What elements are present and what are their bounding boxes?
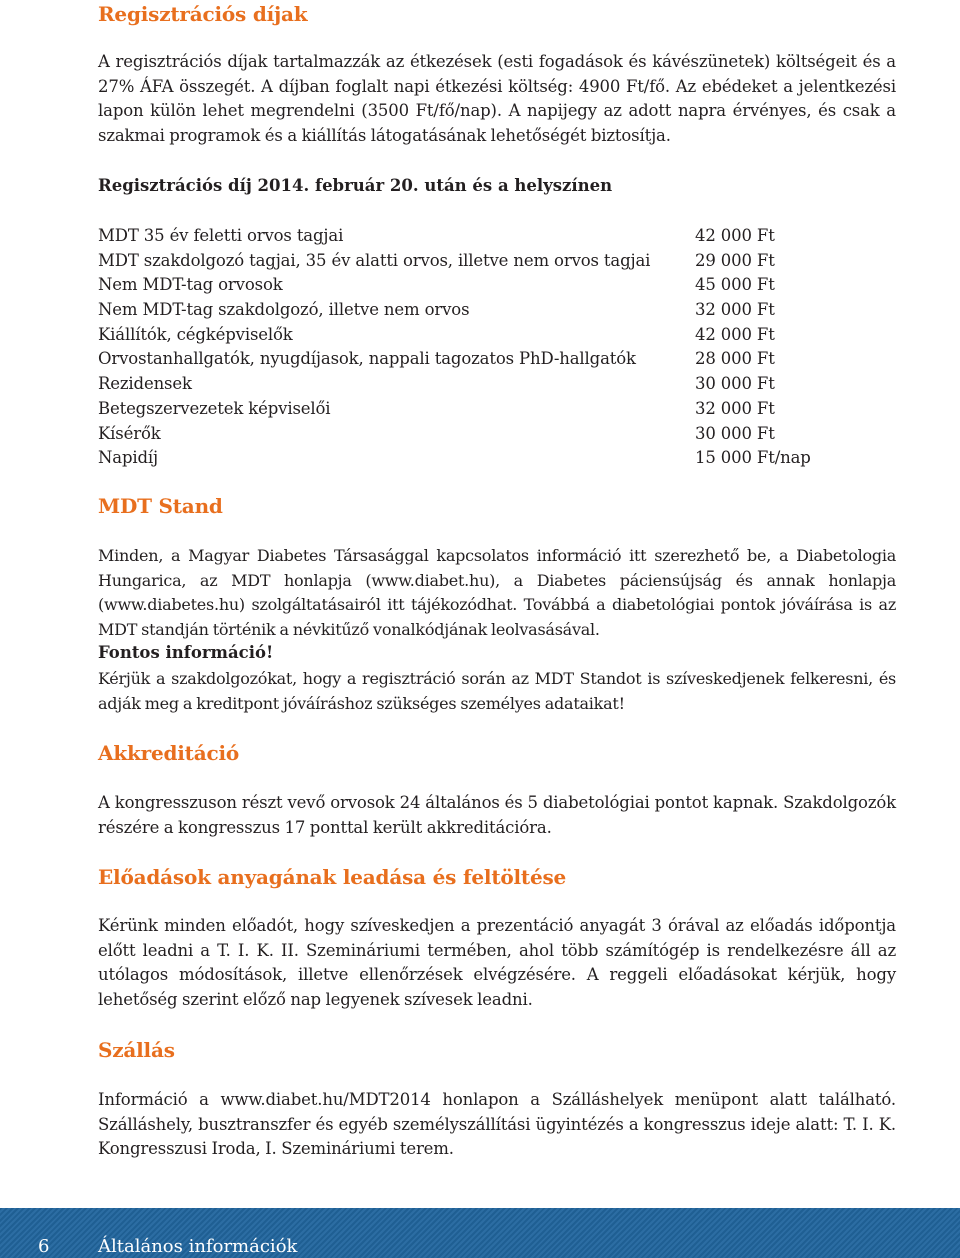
fee-amount: 28 000 Ft bbox=[695, 349, 775, 369]
accreditation-text: A kongresszuson részt vevő orvosok 24 általános és 5 diabetológiai pontot kapnak. Szakdolgozók részére a kongresszus 17 ponttal került akkreditációra. bbox=[98, 793, 896, 837]
fee-row bbox=[98, 422, 896, 447]
fee-label: Kísérők bbox=[98, 423, 161, 443]
footer-section-title: Általános információk bbox=[98, 1236, 298, 1257]
fee-row bbox=[98, 249, 896, 274]
fee-row bbox=[98, 323, 896, 348]
fee-row bbox=[98, 397, 896, 422]
registration-fees-heading: Regisztrációs díjak bbox=[98, 2, 308, 26]
fee-subheading: Regisztrációs díj 2014. február 20. után és a helyszínen bbox=[98, 176, 613, 195]
fee-row bbox=[98, 224, 896, 249]
presentations-text: Kérünk minden előadót, hogy szíveskedjen a prezentáció anyagát 3 órával az előadás időpontja előtt leadni a T. I. K. II. Szemináriumi termében, ahol több számítógép is rendelkezésre áll az utólagos módosítások, illetve ellenőrzések elvégzésére. A reggeli előadásokat kérjük, hogy lehetőség szerint előző nap legyenek szívesek leadni. bbox=[98, 916, 896, 1009]
mdt-stand-text: Minden, a Magyar Diabetes Társasággal kapcsolatos információ itt szerezhető be, a Diabetologia Hungarica, az MDT honlapja (www.diabet.hu), a Diabetes páciensújság és annak honlapja (www.diabetes.hu) szolgáltatásairól itt tájékozódhat. Továbbá a diabetológiai pontok jóváírása is az MDT standján történik a névkitűző vonalkódjának leolvasásával. bbox=[98, 546, 896, 639]
fee-row bbox=[98, 372, 896, 397]
fee-label: Betegszervezetek képviselői bbox=[98, 398, 331, 418]
important-info-text: Kérjük a szakdolgozókat, hogy a regisztráció során az MDT Standot is szíveskedjenek felkeresni, és adják meg a kreditpont jóváíráshoz szükséges személyes adataikat! bbox=[98, 669, 896, 713]
fee-amount: 45 000 Ft bbox=[695, 275, 775, 295]
mdt-stand-heading: MDT Stand bbox=[98, 494, 223, 518]
fee-label: Orvostanhallgatók, nyugdíjasok, nappali tagozatos PhD-hallgatók bbox=[98, 349, 636, 369]
fee-amount: 29 000 Ft bbox=[695, 250, 775, 270]
fee-row bbox=[98, 347, 896, 372]
fee-amount: 15 000 Ft/nap bbox=[695, 448, 811, 468]
fee-row bbox=[98, 298, 896, 323]
registration-fees-intro: A regisztrációs díjak tartalmazzák az étkezések (esti fogadások és kávészünetek) költségeit és a 27% ÁFA összegét. A díjban foglalt napi étkezési költség: 4900 Ft/fő. Az ebédeket a jelentkezési lapon külön lehet megrendelni (3500 Ft/fő/nap). A napijegy az adott napra érvényes, és csak a szakmai programok és a kiállítás látogatásának lehetőségét biztosítja. bbox=[98, 52, 896, 145]
accommodation-heading: Szállás bbox=[98, 1038, 175, 1062]
fee-label: Kiállítók, cégképviselők bbox=[98, 324, 293, 344]
fee-amount: 42 000 Ft bbox=[695, 226, 775, 245]
fee-label: Nem MDT-tag orvosok bbox=[98, 275, 283, 295]
accreditation-heading: Akkreditáció bbox=[98, 741, 239, 765]
important-info-label: Fontos információ! bbox=[98, 643, 274, 662]
accommodation-text: Információ a www.diabet.hu/MDT2014 honlapon a Szálláshelyek menüpont alatt található. Szálláshely, busztranszfer és egyéb személyszállítási ügyintézés a kongresszus ideje alatt: T. I. K. Kongresszusi Iroda, I. Szemináriumi terem. bbox=[98, 1090, 896, 1159]
fee-label: MDT 35 év feletti orvos tagjai bbox=[98, 226, 344, 245]
fee-label: MDT szakdolgozó tagjai, 35 év alatti orvos, illetve nem orvos tagjai bbox=[98, 250, 651, 270]
fee-label: Rezidensek bbox=[98, 374, 192, 394]
fee-amount: 30 000 Ft bbox=[695, 423, 775, 443]
fee-amount: 30 000 Ft bbox=[695, 374, 775, 394]
fee-row bbox=[98, 273, 896, 298]
fee-table bbox=[98, 224, 896, 471]
fee-label: Napidíj bbox=[98, 448, 159, 468]
fee-row bbox=[98, 446, 896, 471]
fee-amount: 32 000 Ft bbox=[695, 398, 775, 418]
fee-label: Nem MDT-tag szakdolgozó, illetve nem orvos bbox=[98, 300, 470, 320]
page-number: 6 bbox=[38, 1236, 50, 1257]
fee-amount: 42 000 Ft bbox=[695, 324, 775, 344]
fee-amount: 32 000 Ft bbox=[695, 300, 775, 320]
presentations-heading: Előadások anyagának leadása és feltöltése bbox=[98, 865, 567, 889]
